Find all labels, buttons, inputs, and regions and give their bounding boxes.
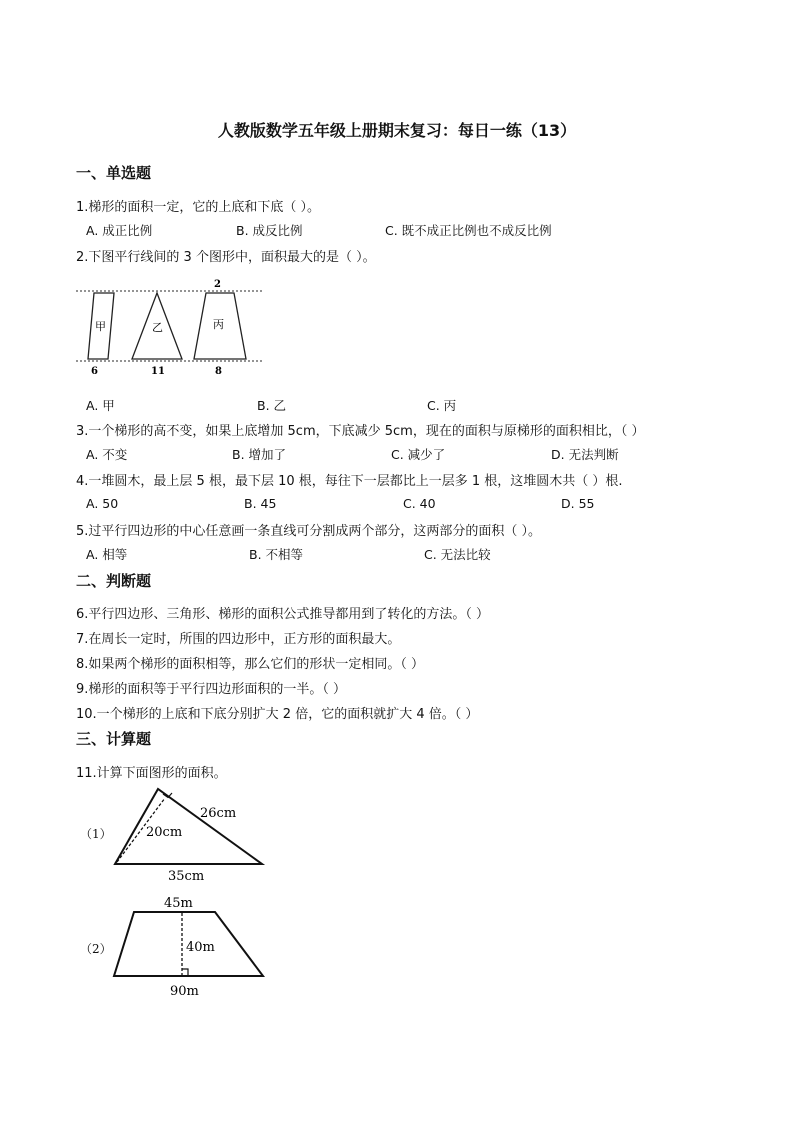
- q4-option-b[interactable]: B. 45: [244, 496, 277, 511]
- q2-figure: [74, 274, 264, 380]
- question-6: 6.平行四边形、三角形、梯形的面积公式推导都用到了转化的方法。（ ）: [76, 607, 490, 622]
- q2-label-jia: 甲: [95, 320, 106, 333]
- q4-option-c[interactable]: C. 40: [403, 496, 436, 511]
- q5-option-c[interactable]: C. 无法比较: [424, 547, 491, 562]
- q3-option-b[interactable]: B. 增加了: [232, 447, 287, 462]
- q4-option-d[interactable]: D. 55: [561, 496, 595, 511]
- q2-label-top: 2: [214, 279, 221, 290]
- triangle-side-label: 26cm: [200, 806, 237, 821]
- question-3: 3.一个梯形的高不变，如果上底增加 5cm，下底减少 5cm，现在的面积与原梯形的面积相比，（ ）: [76, 424, 645, 439]
- q2-label-bottom-3: 8: [215, 366, 222, 377]
- trapezoid-top-label: 45m: [164, 896, 193, 911]
- section-heading-single-choice: 一、单选题: [76, 164, 152, 182]
- question-4: 4.一堆圆木，最上层 5 根，最下层 10 根，每往下一层都比上一层多 1 根，这堆圆木共（ ）根.: [76, 474, 623, 489]
- q2-label-bottom-1: 6: [91, 366, 98, 377]
- q11-figure-2-label: （2）: [80, 942, 112, 956]
- trapezoid-bottom-label: 90m: [170, 984, 199, 999]
- question-11: 11.计算下面图形的面积。: [76, 766, 227, 781]
- q3-option-a[interactable]: A. 不变: [86, 447, 128, 462]
- q1-option-b[interactable]: B. 成反比例: [236, 223, 303, 238]
- question-2: 2.下图平行线间的 3 个图形中，面积最大的是（ ）。: [76, 250, 376, 265]
- triangle-shape: [115, 789, 262, 864]
- triangle-base-label: 35cm: [168, 869, 205, 884]
- q11-trapezoid-figure: [110, 894, 270, 1000]
- q3-option-d[interactable]: D. 无法判断: [551, 447, 619, 462]
- q5-option-b[interactable]: B. 不相等: [249, 547, 304, 562]
- q1-option-a[interactable]: A. 成正比例: [86, 223, 153, 238]
- q2-label-yi: 乙: [152, 321, 163, 334]
- q2-label-bottom-2: 11: [151, 366, 165, 377]
- q1-option-c[interactable]: C. 既不成正比例也不成反比例: [385, 223, 552, 238]
- section-heading-calculation: 三、计算题: [76, 730, 152, 748]
- right-angle-mark: [182, 969, 188, 975]
- q11-triangle-figure: [110, 782, 270, 886]
- q11-figure-1-label: （1）: [80, 827, 112, 841]
- page-title: 人教版数学五年级上册期末复习：每日一练（13）: [217, 121, 577, 140]
- question-10: 10.一个梯形的上底和下底分别扩大 2 倍，它的面积就扩大 4 倍。（ ）: [76, 707, 479, 722]
- q2-label-bing: 丙: [213, 318, 224, 331]
- question-8: 8.如果两个梯形的面积相等，那么它们的形状一定相同。（ ）: [76, 657, 425, 672]
- q5-option-a[interactable]: A. 相等: [86, 547, 128, 562]
- question-9: 9.梯形的面积等于平行四边形面积的一半。（ ）: [76, 682, 347, 697]
- q3-option-c[interactable]: C. 减少了: [391, 447, 446, 462]
- question-5: 5.过平行四边形的中心任意画一条直线可分割成两个部分，这两部分的面积（ ）。: [76, 524, 542, 539]
- trapezoid-height-label: 40m: [186, 940, 215, 955]
- triangle-height-label: 20cm: [146, 825, 183, 840]
- q2-option-c[interactable]: C. 丙: [427, 398, 457, 413]
- question-7: 7.在周长一定时，所围的四边形中，正方形的面积最大。: [76, 632, 401, 647]
- q2-option-a[interactable]: A. 甲: [86, 398, 115, 413]
- q4-option-a[interactable]: A. 50: [86, 496, 119, 511]
- section-heading-true-false: 二、判断题: [76, 572, 152, 590]
- q2-option-b[interactable]: B. 乙: [257, 398, 287, 413]
- question-1: 1.梯形的面积一定，它的上底和下底（ ）。: [76, 200, 321, 215]
